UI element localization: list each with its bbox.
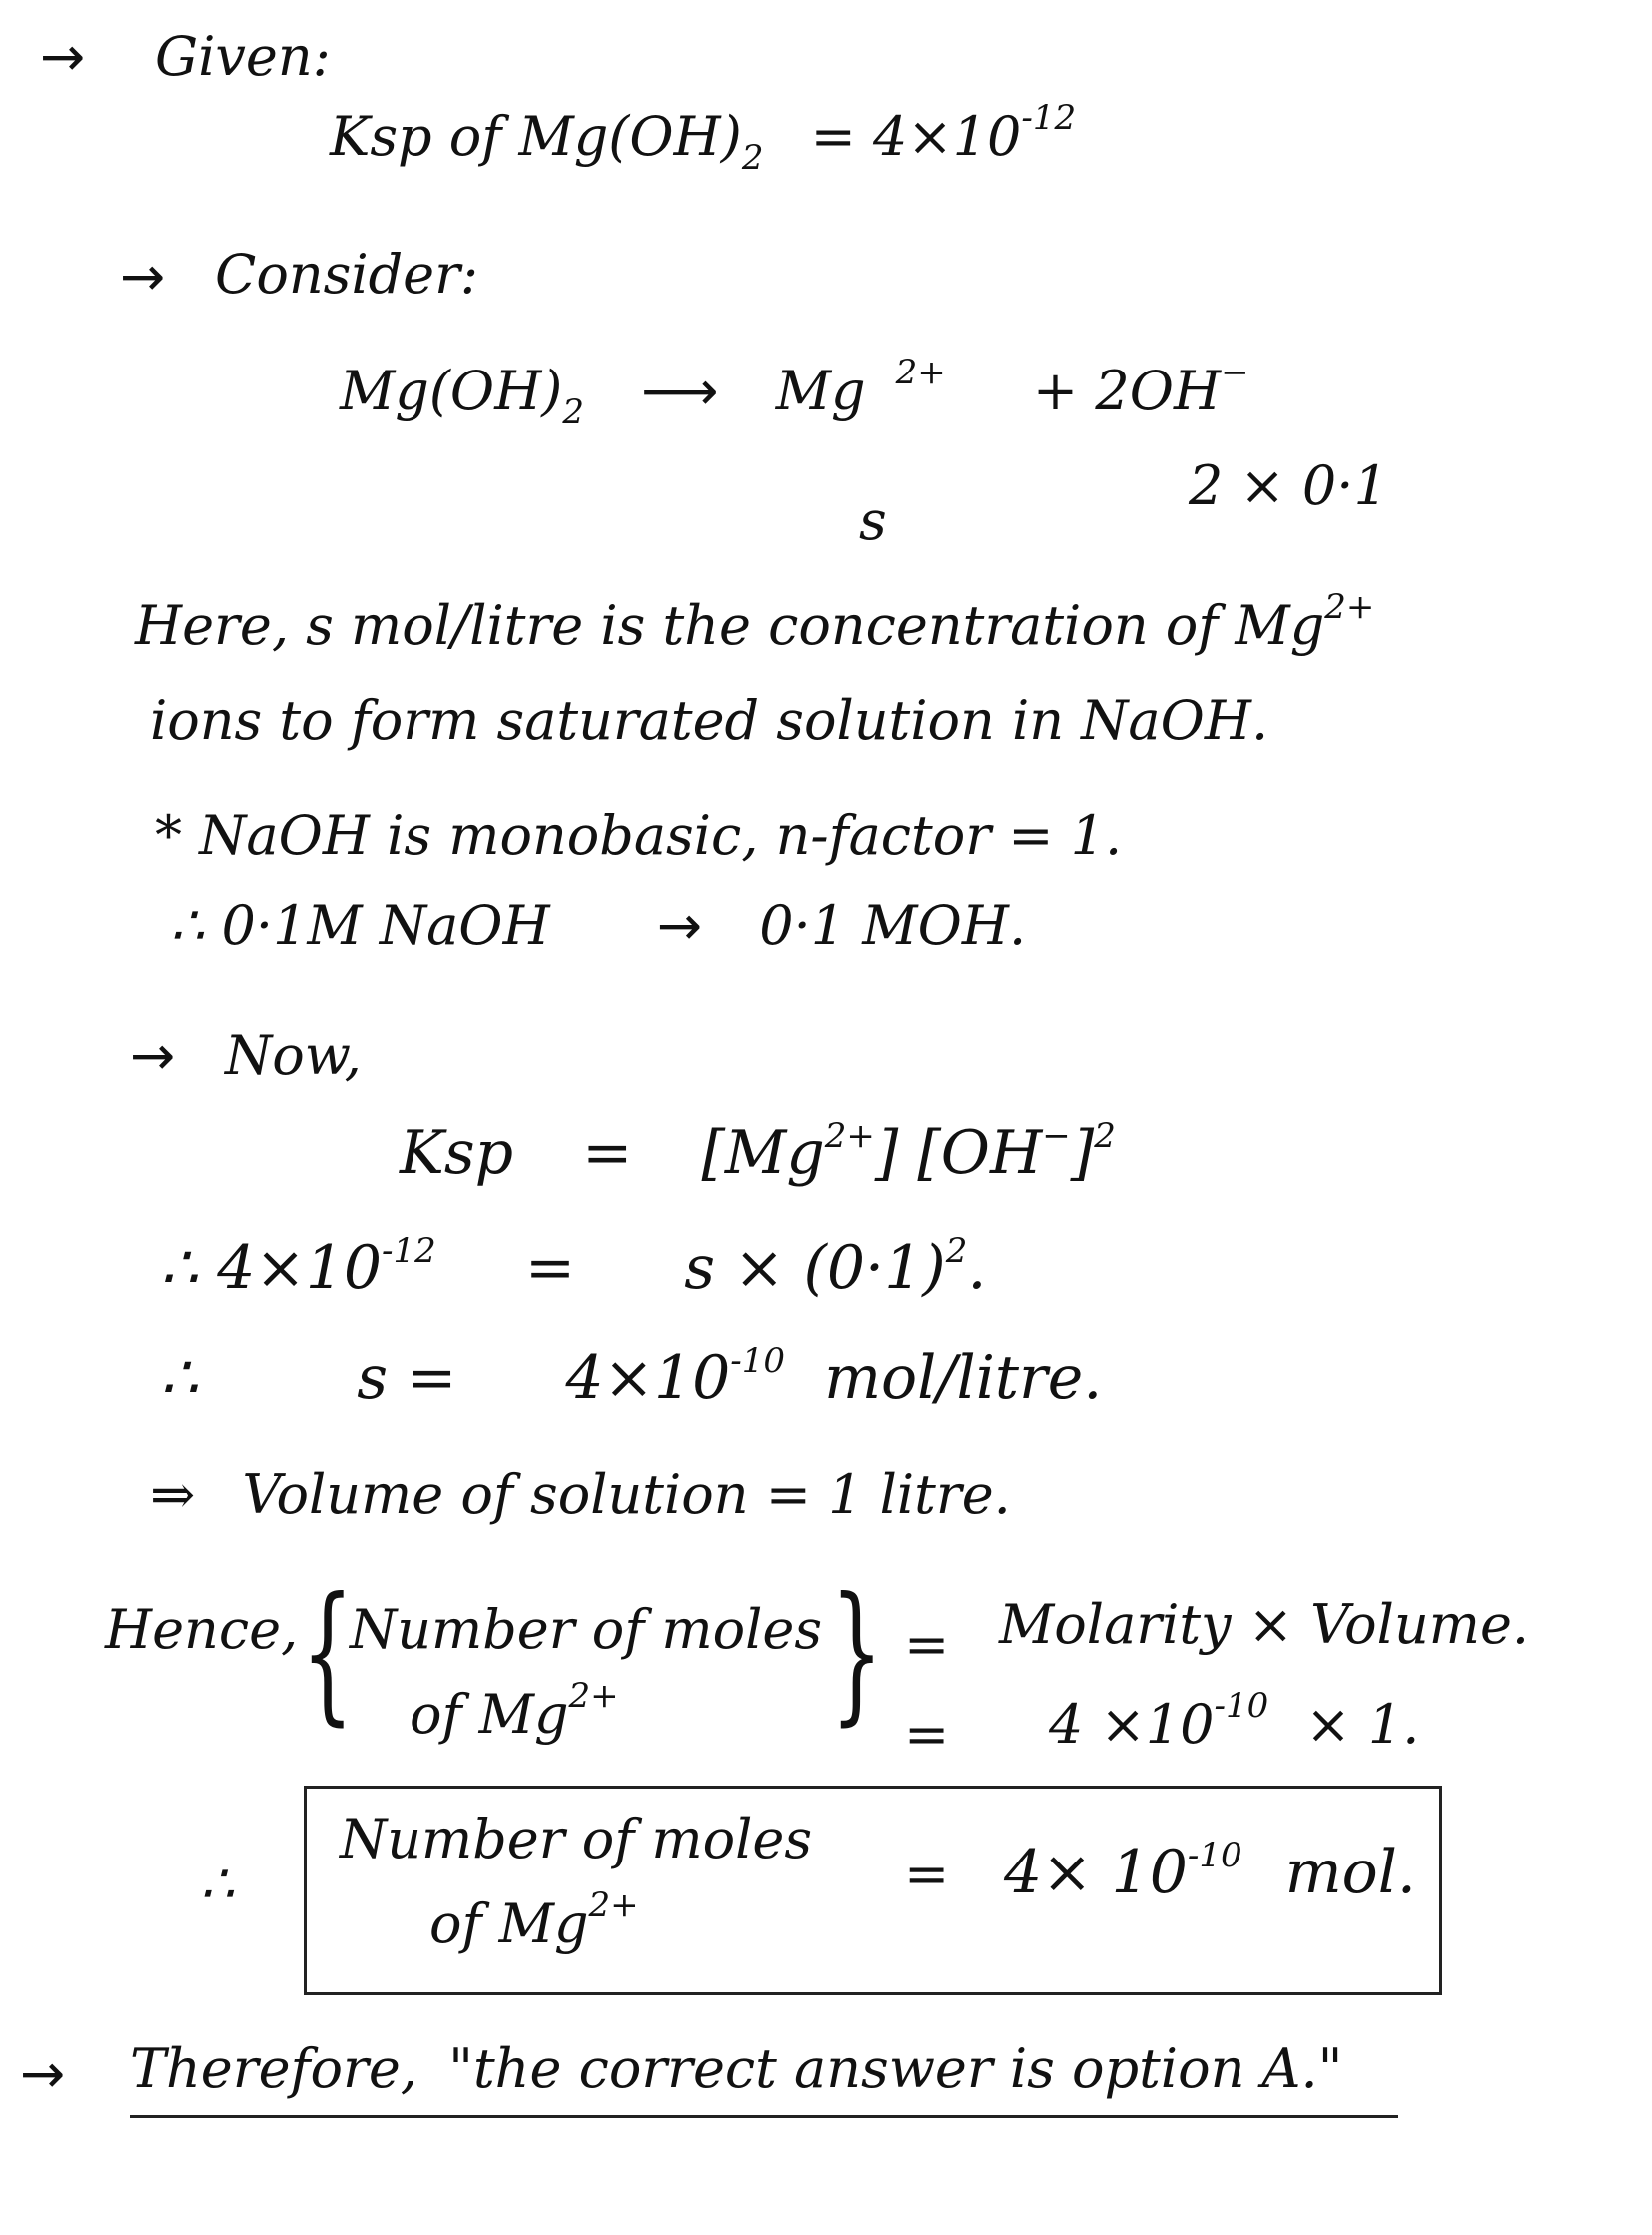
ksp-expression: Ksp of Mg(OH)	[330, 105, 742, 168]
right-brace: }	[830, 1566, 883, 1740]
ksp-lhs: Ksp	[400, 1118, 514, 1188]
subst-lhs-exp: -12	[382, 1231, 436, 1271]
explanation-sup-1: 2+	[1324, 587, 1375, 627]
ksp-eq: =	[582, 1118, 633, 1188]
subst-rhs-end: .	[967, 1233, 987, 1303]
result-unit: mol.	[1284, 1838, 1416, 1907]
ksp-rhs-a: [Mg	[701, 1118, 825, 1188]
hence-rhs-1: Molarity × Volume.	[999, 1593, 1530, 1656]
conclusion-line	[130, 2037, 1343, 2100]
volume-implies: ⇒	[150, 1463, 196, 1526]
conc-oh: 2 × 0·1	[1189, 454, 1388, 517]
hence-moles-line-1: Number of moles	[350, 1598, 823, 1661]
ksp-rhs-a-sup: 2+	[824, 1117, 875, 1156]
ksp-exponent: -12	[1021, 98, 1077, 138]
ksp-equals: = 4×10	[810, 105, 1022, 168]
conc-mg: s	[859, 489, 887, 552]
hence-rhs-2	[1049, 1686, 1420, 1756]
ksp-rhs-b-sup: −	[1042, 1117, 1071, 1156]
now-label: Now,	[225, 1024, 362, 1087]
ksp-rhs-c: ]	[1070, 1118, 1095, 1188]
reactant-subscript: 2	[562, 392, 584, 432]
result-therefore: ∴	[200, 1853, 235, 1915]
explanation-line-1	[135, 587, 1375, 657]
hence-moles-sup: 2+	[568, 1676, 619, 1716]
ksp-given-line	[330, 98, 1077, 178]
conclusion-arrow: →	[20, 2042, 66, 2105]
product-oh-charge: −	[1221, 353, 1249, 392]
conclusion-answer: "the correct answer is option A."	[448, 2037, 1343, 2100]
subst-eq: =	[524, 1233, 576, 1303]
volume-line	[150, 1463, 1011, 1526]
subst-rhs-sup: 2	[945, 1231, 968, 1271]
product-oh: + 2OH	[1032, 360, 1222, 422]
ksp-rhs-b: ] [OH	[874, 1118, 1043, 1188]
hence-rhs-2-end: × 1.	[1305, 1693, 1420, 1756]
hence-rhs-2-value: 4 ×10	[1049, 1693, 1215, 1756]
substitution-line	[160, 1231, 987, 1303]
explanation-4-prefix: ∴ 0·1M NaOH	[170, 894, 550, 957]
reaction-arrow: ⟶	[641, 360, 719, 422]
result-line-2	[429, 1885, 639, 1955]
solubility-value: 4×10	[565, 1343, 731, 1413]
ksp-rhs-c-sup: 2	[1094, 1117, 1116, 1156]
hence-eq-1: =	[904, 1613, 950, 1676]
now-arrow: →	[130, 1024, 176, 1087]
subst-lhs: ∴ 4×10	[160, 1233, 383, 1303]
result-of-mg: of Mg	[429, 1892, 589, 1955]
explanation-line-2: ions to form saturated solution in NaOH.	[150, 689, 1269, 752]
hence-eq-2: =	[904, 1703, 950, 1766]
hence-moles-of-mg: of Mg	[410, 1683, 569, 1746]
ksp-expression-line	[400, 1117, 1116, 1188]
result-exp: -10	[1187, 1836, 1242, 1875]
solubility-unit: mol/litre.	[824, 1343, 1103, 1413]
conclusion-underline	[130, 2115, 1398, 2118]
explanation-4-arrow: →	[656, 894, 703, 957]
product-mg: Mg	[775, 360, 866, 422]
consider-arrow: →	[120, 245, 166, 308]
left-brace: {	[301, 1566, 354, 1740]
ksp-subscript: 2	[741, 138, 764, 178]
solubility-line	[160, 1341, 1103, 1413]
conclusion-therefore: Therefore,	[130, 2037, 417, 2100]
solubility-exp: -10	[730, 1341, 786, 1381]
hence-label: Hence,	[105, 1598, 299, 1661]
product-mg-charge: 2+	[895, 353, 946, 392]
subst-rhs: s × (0·1)	[684, 1233, 946, 1303]
volume-text: Volume of solution = 1 litre.	[242, 1463, 1011, 1526]
result-value: 4× 10	[1004, 1838, 1188, 1907]
consider-label: Consider:	[215, 243, 479, 306]
hence-rhs-2-exp: -10	[1214, 1686, 1269, 1726]
explanation-line-3: * NaOH is monobasic, n-factor = 1.	[155, 804, 1123, 867]
reaction-line	[340, 353, 1249, 432]
given-label: Given:	[155, 25, 331, 88]
reactant: Mg(OH)	[340, 360, 563, 422]
result-eq: =	[904, 1843, 950, 1905]
solubility-s: s =	[357, 1343, 457, 1413]
explanation-4-suffix: 0·1 MOH.	[759, 894, 1027, 957]
solubility-therefore: ∴	[160, 1343, 199, 1413]
given-arrow: →	[40, 25, 86, 88]
result-line-1: Number of moles	[340, 1808, 813, 1870]
result-value-line	[1004, 1836, 1416, 1907]
explanation-text-1: Here, s mol/litre is the concentration of Mg	[135, 594, 1325, 657]
explanation-line-4	[170, 894, 1027, 957]
result-sup: 2+	[588, 1885, 639, 1925]
hence-moles-line-2	[410, 1676, 619, 1746]
